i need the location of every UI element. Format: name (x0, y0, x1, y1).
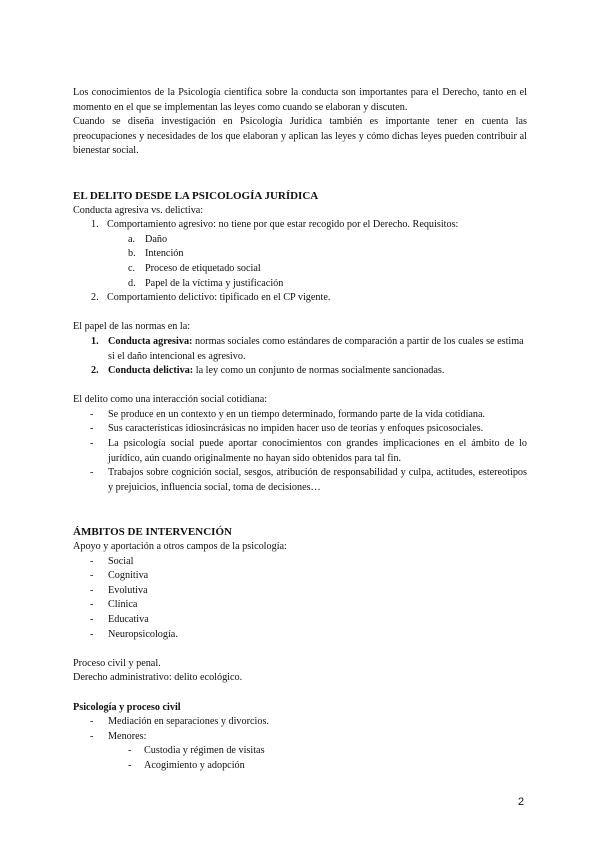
list-marker: 1. (91, 219, 99, 231)
list-marker: - (90, 628, 94, 640)
list-marker: - (90, 730, 94, 742)
list-item-text: Papel de la víctima y justificación (145, 277, 284, 289)
list-item-text: Neuropsicología. (108, 628, 178, 640)
list-item-text: Trabajos sobre cognición social, sesgos, atribución de responsabilidad y culpa, actitudes, estereotipos y prejuicios, influencia social, toma de decisiones… (108, 467, 527, 493)
list-marker: - (90, 438, 94, 450)
list-marker: 2. (91, 365, 99, 377)
document-page (73, 86, 527, 774)
list-item (73, 759, 527, 774)
list-marker: - (90, 716, 94, 728)
list-item-text: Se produce en un contexto y en un tiempo determinado, formando parte de la vida cotidiana. (108, 408, 486, 420)
campos-list (73, 555, 527, 643)
list-item-text: Sus características idiosincrásicas no impiden hacer uso de teorías y enfoques psicosociales. (108, 423, 484, 435)
list-item-text: Daño (145, 233, 168, 245)
derecho-administrativo: Derecho administrativo: delito ecológico. (73, 672, 243, 684)
list-marker: b. (128, 248, 136, 260)
list-marker: - (128, 745, 132, 757)
page-number: 2 (518, 796, 525, 808)
section-heading-ambitos: ÁMBITOS DE INTERVENCIÓN (73, 526, 232, 539)
list-item (73, 730, 527, 745)
list-item (73, 466, 527, 495)
list-item-label: Conducta delictiva: (108, 365, 194, 377)
list-item-text: La psicología social puede aportar conocimientos con grandes implicaciones en el ámbito de lo jurídico, aún cuando originalmente no hayan sido obtenidos para tal fin. (108, 438, 527, 464)
list-item (73, 437, 527, 466)
list-item-text: Custodia y régimen de visitas (144, 745, 265, 757)
list-marker: - (90, 584, 94, 596)
list-item-text: la ley como un conjunto de normas socialmente sancionadas. (193, 365, 445, 377)
list-item (73, 744, 527, 759)
normas-list (73, 335, 527, 379)
list-item (73, 277, 527, 292)
section-subtitle-apoyo: Apoyo y aportación a otros campos de la psicología: (73, 541, 287, 553)
list-marker: 1. (91, 335, 99, 347)
list-item (73, 555, 527, 570)
list-item-text: Proceso de etiquetado social (145, 262, 261, 274)
list-marker: - (90, 555, 94, 567)
list-item (73, 584, 527, 599)
list-item-text: Educativa (108, 614, 149, 625)
interaccion-intro: El delito como una interacción social cotidiana: (73, 394, 268, 406)
list-marker: - (90, 599, 94, 611)
interaccion-list (73, 408, 527, 496)
list-item (73, 233, 527, 248)
list-item-text: Evolutiva (108, 584, 148, 596)
list-item (73, 715, 527, 730)
list-marker: - (90, 423, 94, 435)
list-marker: d. (128, 277, 136, 289)
list-marker: a. (128, 233, 136, 245)
list-item-text: Acogimiento y adopción (144, 759, 245, 771)
proceso-civil-penal: Proceso civil y penal. (73, 657, 161, 669)
intro-paragraph-2: Cuando se diseña investigación en Psicología Jurídica también es importante tener en cuenta las preocupaciones y necesidades de los que elaboran y aplican las leyes y cómo dichas leyes pueden contribuir al bienestar social. (73, 116, 527, 157)
list-item (73, 218, 527, 233)
list-item-text: Clínica (108, 599, 138, 611)
section-heading-delito: EL DELITO DESDE LA PSICOLOGÍA JURÍDICA (73, 189, 319, 202)
list-item (73, 364, 527, 379)
list-item (73, 408, 527, 423)
intro-paragraph-1: Los conocimientos de la Psicología científica sobre la conducta son importantes para el Derecho, tanto en el momento en el que se implementan las leyes como cuando se elaboran y discuten. (73, 87, 527, 113)
list-item-text: Menores: (108, 730, 147, 742)
list-marker: - (90, 570, 94, 582)
list-item-text: Cognitiva (108, 570, 149, 582)
requisitos-list (73, 233, 527, 291)
list-marker: c. (128, 262, 136, 274)
proceso-civil-list (73, 715, 527, 744)
list-item (73, 335, 527, 364)
list-item-text: Mediación en separaciones y divorcios. (108, 716, 269, 728)
list-item (73, 569, 527, 584)
list-item (73, 291, 527, 306)
list-item-text: Comportamiento agresivo: no tiene por que estar recogido por el Derecho. Requisitos: (107, 219, 459, 231)
list-item (73, 262, 527, 277)
list-item-text: Intención (145, 248, 184, 260)
list-marker: - (90, 408, 94, 420)
normas-intro: El papel de las normas en la: (73, 321, 191, 333)
section-subtitle-conducta: Conducta agresiva vs. delictiva: (73, 204, 204, 216)
menores-list (73, 744, 527, 773)
list-item (73, 422, 527, 437)
list-marker: 2. (91, 292, 99, 304)
list-marker: - (90, 614, 94, 625)
requisitos-container (73, 233, 527, 291)
list-item (73, 628, 527, 643)
list-item-text: Comportamiento delictivo: tipificado en el CP vigente. (107, 292, 331, 304)
conducta-list (73, 218, 527, 306)
list-item (73, 247, 527, 262)
list-item-text: normas sociales como estándares de comparación a partir de los cuales se estima si el daño intencional es agresivo. (108, 335, 524, 362)
list-item-text: Social (108, 555, 134, 567)
list-item (73, 598, 527, 613)
list-marker: - (128, 759, 132, 771)
list-item-label: Conducta agresiva: (108, 335, 193, 347)
list-marker: - (90, 467, 94, 479)
subsection-heading-proceso-civil: Psicología y proceso civil (73, 701, 181, 713)
list-item (73, 613, 527, 628)
